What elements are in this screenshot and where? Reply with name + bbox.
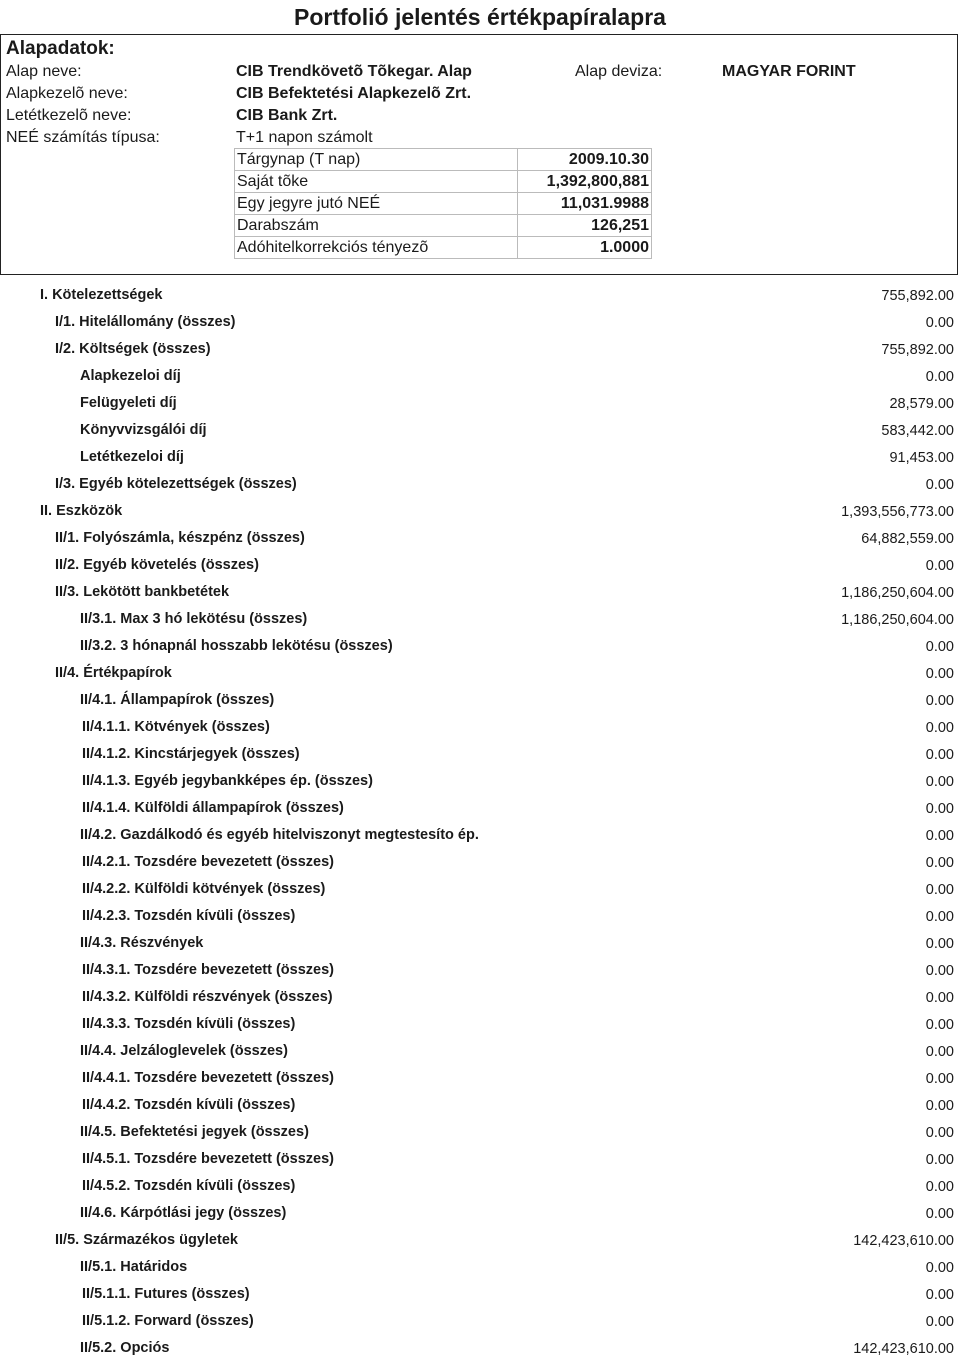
portfolio-row xyxy=(0,472,960,499)
currency-label: Alap deviza: xyxy=(575,63,663,80)
row-label: II/3.2. 3 hónapnál hosszabb lekötésu (összes) xyxy=(80,638,393,654)
metric-value: 126,251 xyxy=(518,215,652,237)
metric-row xyxy=(235,171,652,193)
row-value: 1,186,250,604.00 xyxy=(841,612,954,628)
row-value: 0.00 xyxy=(925,693,954,709)
metric-row xyxy=(235,149,652,171)
row-label: Felügyeleti díj xyxy=(80,395,177,411)
row-label: II/4.4.1. Tozsdére bevezetett (összes) xyxy=(82,1070,334,1086)
row-label: II/5. Származékos ügyletek xyxy=(55,1232,238,1248)
row-label: II/4.1.4. Külföldi állampapírok (összes) xyxy=(82,800,344,816)
row-label: II/4.5.2. Tozsdén kívüli (összes) xyxy=(82,1178,296,1194)
portfolio-row xyxy=(0,634,960,661)
portfolio-row xyxy=(0,877,960,904)
metric-value: 11,031.9988 xyxy=(518,193,652,215)
row-value: 0.00 xyxy=(925,1044,954,1060)
custodian-value: CIB Bank Zrt. xyxy=(236,107,338,124)
portfolio-row xyxy=(0,742,960,769)
metric-value: 1.0000 xyxy=(518,237,652,259)
row-label: II/4.3.2. Külföldi részvények (összes) xyxy=(82,989,333,1005)
row-value: 0.00 xyxy=(925,1287,954,1303)
portfolio-row xyxy=(0,607,960,634)
row-value: 0.00 xyxy=(925,666,954,682)
row-value: 91,453.00 xyxy=(889,450,954,466)
row-label: II/5.1. Határidos xyxy=(80,1259,188,1275)
row-value: 0.00 xyxy=(925,315,954,331)
metric-value: 1,392,800,881 xyxy=(518,171,652,193)
row-label: I/3. Egyéb kötelezettségek (összes) xyxy=(55,476,297,492)
row-value: 0.00 xyxy=(925,801,954,817)
row-value: 0.00 xyxy=(925,882,954,898)
row-label: II/5.1.1. Futures (összes) xyxy=(82,1286,250,1302)
portfolio-row xyxy=(0,715,960,742)
row-value: 0.00 xyxy=(925,369,954,385)
nav-type-label: NEÉ számítás típusa: xyxy=(6,129,160,146)
row-label: II/4.2.3. Tozsdén kívüli (összes) xyxy=(82,908,296,924)
portfolio-row xyxy=(0,1093,960,1120)
portfolio-row xyxy=(0,1336,960,1363)
row-label: II/4.1.3. Egyéb jegybankképes ép. (összes) xyxy=(82,773,373,789)
row-label: II/4.2.2. Külföldi kötvények (összes) xyxy=(82,881,326,897)
row-value: 755,892.00 xyxy=(881,288,954,304)
row-value: 0.00 xyxy=(925,1206,954,1222)
row-label: Alapkezeloi díj xyxy=(80,368,181,384)
portfolio-row xyxy=(0,823,960,850)
row-value: 0.00 xyxy=(925,1152,954,1168)
portfolio-row xyxy=(0,1012,960,1039)
row-value: 0.00 xyxy=(925,1179,954,1195)
row-label: II/4.2.1. Tozsdére bevezetett (összes) xyxy=(82,854,334,870)
row-value: 142,423,610.00 xyxy=(853,1341,954,1357)
row-value: 28,579.00 xyxy=(889,396,954,412)
row-label: Letétkezeloi díj xyxy=(80,449,184,465)
row-label: II/4.4.2. Tozsdén kívüli (összes) xyxy=(82,1097,296,1113)
metric-label: Tárgynap (T nap) xyxy=(235,149,518,171)
row-label: II/4.5. Befektetési jegyek (összes) xyxy=(80,1124,309,1140)
portfolio-row xyxy=(0,769,960,796)
row-label: II/4.6. Kárpótlási jegy (összes) xyxy=(80,1205,287,1221)
metrics-table xyxy=(234,148,652,259)
row-label: II/4.1.1. Kötvények (összes) xyxy=(82,719,270,735)
portfolio-row xyxy=(0,931,960,958)
basics-heading: Alapadatok: xyxy=(6,38,115,59)
portfolio-row xyxy=(0,1255,960,1282)
row-value: 0.00 xyxy=(925,963,954,979)
portfolio-row xyxy=(0,526,960,553)
metric-label: Saját tõke xyxy=(235,171,518,193)
portfolio-items-list xyxy=(0,283,960,1363)
fund-name: CIB Trendkövetõ Tõkegar. Alap xyxy=(236,63,472,80)
portfolio-row xyxy=(0,580,960,607)
manager-label: Alapkezelõ neve: xyxy=(6,85,128,102)
portfolio-row xyxy=(0,1282,960,1309)
row-value: 0.00 xyxy=(925,477,954,493)
row-label: II/4.3. Részvények xyxy=(80,935,204,951)
row-value: 0.00 xyxy=(925,855,954,871)
row-value: 0.00 xyxy=(925,1017,954,1033)
row-label: II/4.1. Állampapírok (összes) xyxy=(80,692,275,708)
row-label: II/2. Egyéb követelés (összes) xyxy=(55,557,259,573)
row-label: II/3. Lekötött bankbetétek xyxy=(55,584,230,600)
metric-label: Egy jegyre jutó NEÉ xyxy=(235,193,518,215)
metric-row xyxy=(235,237,652,259)
row-label: II/1. Folyószámla, készpénz (összes) xyxy=(55,530,305,546)
portfolio-row xyxy=(0,364,960,391)
row-value: 0.00 xyxy=(925,1071,954,1087)
portfolio-row xyxy=(0,499,960,526)
row-value: 0.00 xyxy=(925,936,954,952)
custodian-label: Letétkezelõ neve: xyxy=(6,107,132,124)
portfolio-row xyxy=(0,1039,960,1066)
row-value: 142,423,610.00 xyxy=(853,1233,954,1249)
row-value: 755,892.00 xyxy=(881,342,954,358)
row-label: II. Eszközök xyxy=(40,503,123,519)
fund-name-label: Alap neve: xyxy=(6,63,82,80)
row-value: 0.00 xyxy=(925,828,954,844)
row-label: II/4.2. Gazdálkodó és egyéb hitelviszonyt megtestesíto ép. xyxy=(80,827,479,843)
row-label: II/4.4. Jelzáloglevelek (összes) xyxy=(80,1043,288,1059)
manager-value: CIB Befektetési Alapkezelõ Zrt. xyxy=(236,85,472,102)
row-value: 0.00 xyxy=(925,1125,954,1141)
portfolio-row xyxy=(0,391,960,418)
row-value: 1,186,250,604.00 xyxy=(841,585,954,601)
metric-row xyxy=(235,193,652,215)
portfolio-row xyxy=(0,661,960,688)
row-value: 64,882,559.00 xyxy=(861,531,954,547)
portfolio-row xyxy=(0,1309,960,1336)
row-value: 0.00 xyxy=(925,720,954,736)
portfolio-row xyxy=(0,850,960,877)
row-label: I/1. Hitelállomány (összes) xyxy=(55,314,236,330)
row-label: II/5.1.2. Forward (összes) xyxy=(82,1313,254,1329)
metric-label: Adóhitelkorrekciós tényezõ xyxy=(235,237,518,259)
row-value: 1,393,556,773.00 xyxy=(841,504,954,520)
row-value: 0.00 xyxy=(925,1260,954,1276)
portfolio-row xyxy=(0,1147,960,1174)
row-label: II/5.2. Opciós xyxy=(80,1340,170,1356)
portfolio-row xyxy=(0,1201,960,1228)
row-label: II/4.3.3. Tozsdén kívüli (összes) xyxy=(82,1016,296,1032)
portfolio-row xyxy=(0,1174,960,1201)
portfolio-row xyxy=(0,688,960,715)
row-value: 0.00 xyxy=(925,774,954,790)
row-value: 0.00 xyxy=(925,747,954,763)
portfolio-row xyxy=(0,958,960,985)
portfolio-row xyxy=(0,310,960,337)
portfolio-row xyxy=(0,283,960,310)
portfolio-row xyxy=(0,553,960,580)
portfolio-row xyxy=(0,904,960,931)
currency-value: MAGYAR FORINT xyxy=(722,63,856,80)
row-label: Könyvvizsgálói díj xyxy=(80,422,207,438)
nav-type-value: T+1 napon számolt xyxy=(236,129,373,146)
row-value: 0.00 xyxy=(925,990,954,1006)
row-value: 583,442.00 xyxy=(881,423,954,439)
portfolio-row xyxy=(0,1066,960,1093)
row-value: 0.00 xyxy=(925,558,954,574)
portfolio-row xyxy=(0,796,960,823)
portfolio-row xyxy=(0,337,960,364)
metric-label: Darabszám xyxy=(235,215,518,237)
row-label: II/4. Értékpapírok xyxy=(55,665,172,681)
row-value: 0.00 xyxy=(925,1314,954,1330)
metric-row xyxy=(235,215,652,237)
row-value: 0.00 xyxy=(925,1098,954,1114)
portfolio-row xyxy=(0,445,960,472)
row-label: I. Kötelezettségek xyxy=(40,287,163,303)
portfolio-row xyxy=(0,1228,960,1255)
row-value: 0.00 xyxy=(925,909,954,925)
row-label: II/4.5.1. Tozsdére bevezetett (összes) xyxy=(82,1151,334,1167)
row-label: II/4.3.1. Tozsdére bevezetett (összes) xyxy=(82,962,334,978)
row-label: II/4.1.2. Kincstárjegyek (összes) xyxy=(82,746,300,762)
row-label: II/3.1. Max 3 hó lekötésu (összes) xyxy=(80,611,308,627)
metric-value: 2009.10.30 xyxy=(518,149,652,171)
row-label: I/2. Költségek (összes) xyxy=(55,341,211,357)
portfolio-row xyxy=(0,985,960,1012)
report-title: Portfolió jelentés értékpapíralapra xyxy=(294,4,666,30)
row-value: 0.00 xyxy=(925,639,954,655)
portfolio-row xyxy=(0,1120,960,1147)
portfolio-row xyxy=(0,418,960,445)
